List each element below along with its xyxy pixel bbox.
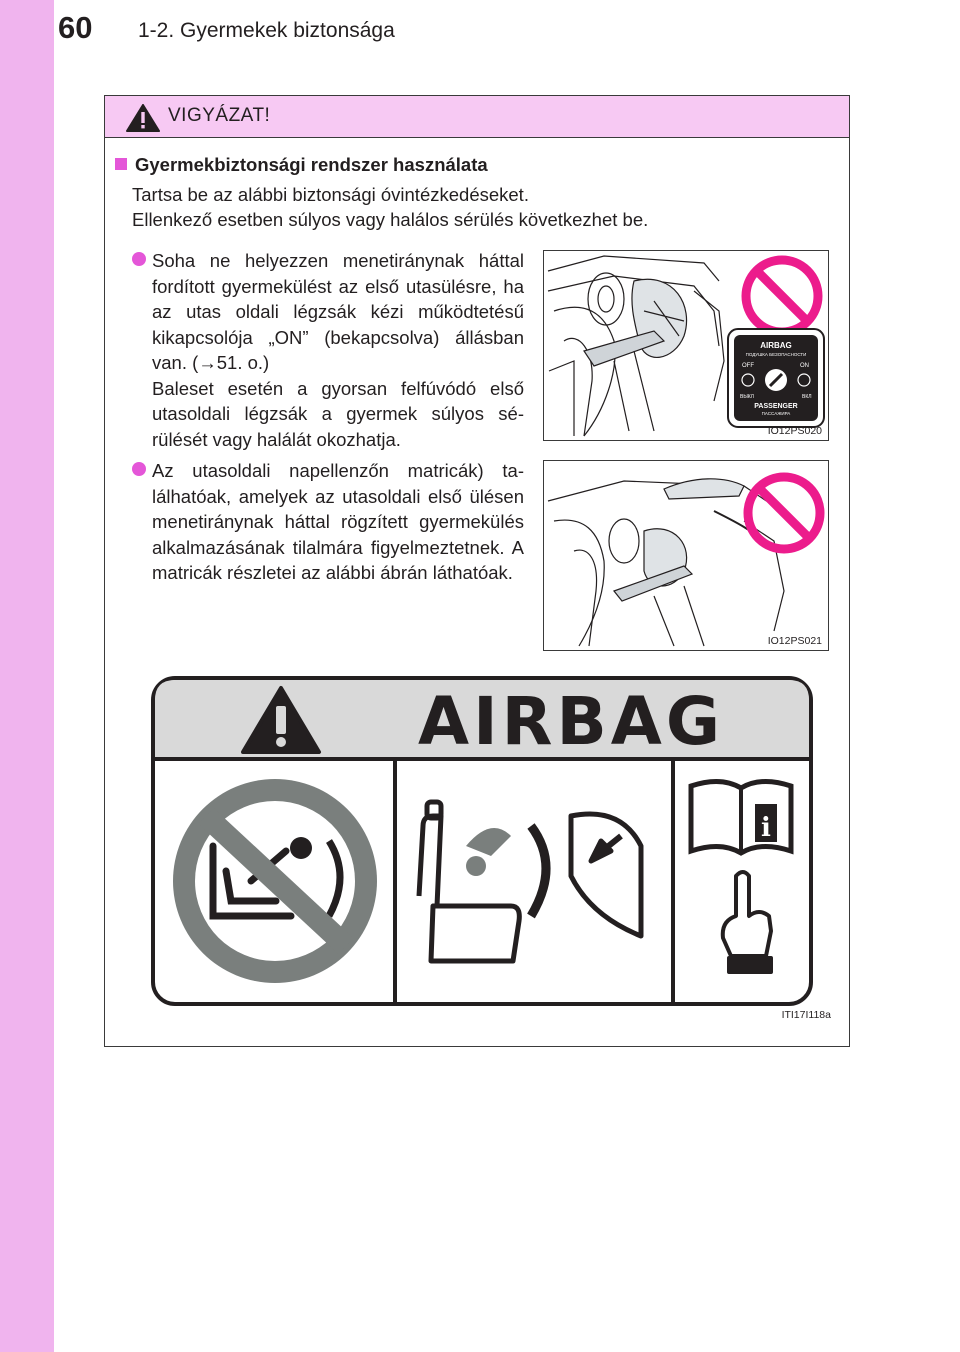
airbag-sticker bbox=[151, 676, 815, 1006]
figure-sun-visor bbox=[543, 460, 829, 651]
warning-header bbox=[105, 96, 849, 138]
item-1-text-1: Soha ne helyezzen menetiránynak háttal fordított gyermekülést az első utasülésre, ha az utas oldali légzsák kézi működtetésű kikapcsolója „ON” (bekapcsolva) állásban van. (→51. o.) bbox=[152, 250, 524, 373]
side-band bbox=[0, 0, 54, 1352]
no-child-seat-icon bbox=[173, 779, 377, 983]
list-item-1 bbox=[132, 248, 524, 452]
sticker-code: ITI17I118a bbox=[781, 1009, 831, 1021]
sticker-title: AIRBAG bbox=[417, 683, 725, 760]
warning-triangle-icon bbox=[126, 104, 160, 132]
item-2-text-1: Az utasoldali napellenzőn matricák) találhatóak, amelyek az utasoldali első ülésen menetiránynak háttal rögzített gyermekülés alkalmazásának tilalmára figyelmeztetnek. A matricák részletei az alábbi ábrán láthatóak. bbox=[152, 460, 524, 583]
list-item-2 bbox=[132, 458, 524, 586]
svg-text:i: i bbox=[761, 813, 771, 843]
item-1-text-2: Baleset esetén a gyorsan felfúvódó első utasoldali légzsák a gyermek súlyos sérülését vagy halálát okozhatja. bbox=[152, 377, 524, 450]
switch-on: ON bbox=[800, 363, 809, 369]
switch-subtitle: ПОДУШКА БЕЗОПАСНОСТИ bbox=[745, 352, 807, 357]
figure-airbag-switch bbox=[543, 250, 829, 441]
figure-1-code: IO12PS020 bbox=[767, 425, 822, 437]
switch-title: AIRBAG bbox=[760, 341, 792, 350]
warning-intro bbox=[132, 182, 648, 232]
switch-off: OFF bbox=[742, 363, 754, 369]
switch-off-ru: ВЫКЛ bbox=[740, 394, 754, 400]
figure-2-code: IO12PS021 bbox=[767, 635, 822, 647]
switch-passenger-ru: ПАССАЖИРА bbox=[761, 411, 791, 416]
round-bullet-icon bbox=[132, 252, 146, 266]
page-number: 60 bbox=[58, 10, 93, 45]
warning-box bbox=[104, 95, 850, 1047]
warning-label: VIGYÁZAT! bbox=[168, 105, 271, 126]
warning-heading-text: Gyermekbiztonsági rendszer használata bbox=[135, 154, 488, 175]
round-bullet-icon bbox=[132, 462, 146, 476]
switch-passenger: PASSENGER bbox=[754, 403, 798, 410]
sun-visor-illustration bbox=[544, 461, 828, 650]
manual-icon bbox=[691, 781, 791, 853]
warning-heading bbox=[115, 154, 488, 176]
section-title: 1-2. Gyermekek biztonsága bbox=[138, 19, 395, 42]
intro-line-2: Ellenkező esetben súlyos vagy halálos sérülés következhet be. bbox=[132, 209, 649, 230]
square-bullet-icon bbox=[115, 158, 127, 170]
switch-on-ru: ВКЛ bbox=[802, 394, 812, 400]
car-interior-illustration bbox=[544, 251, 828, 440]
intro-line-1: Tartsa be az alábbi biztonsági óvintézkedéseket. bbox=[132, 184, 529, 205]
airbag-switch-panel bbox=[728, 329, 824, 427]
